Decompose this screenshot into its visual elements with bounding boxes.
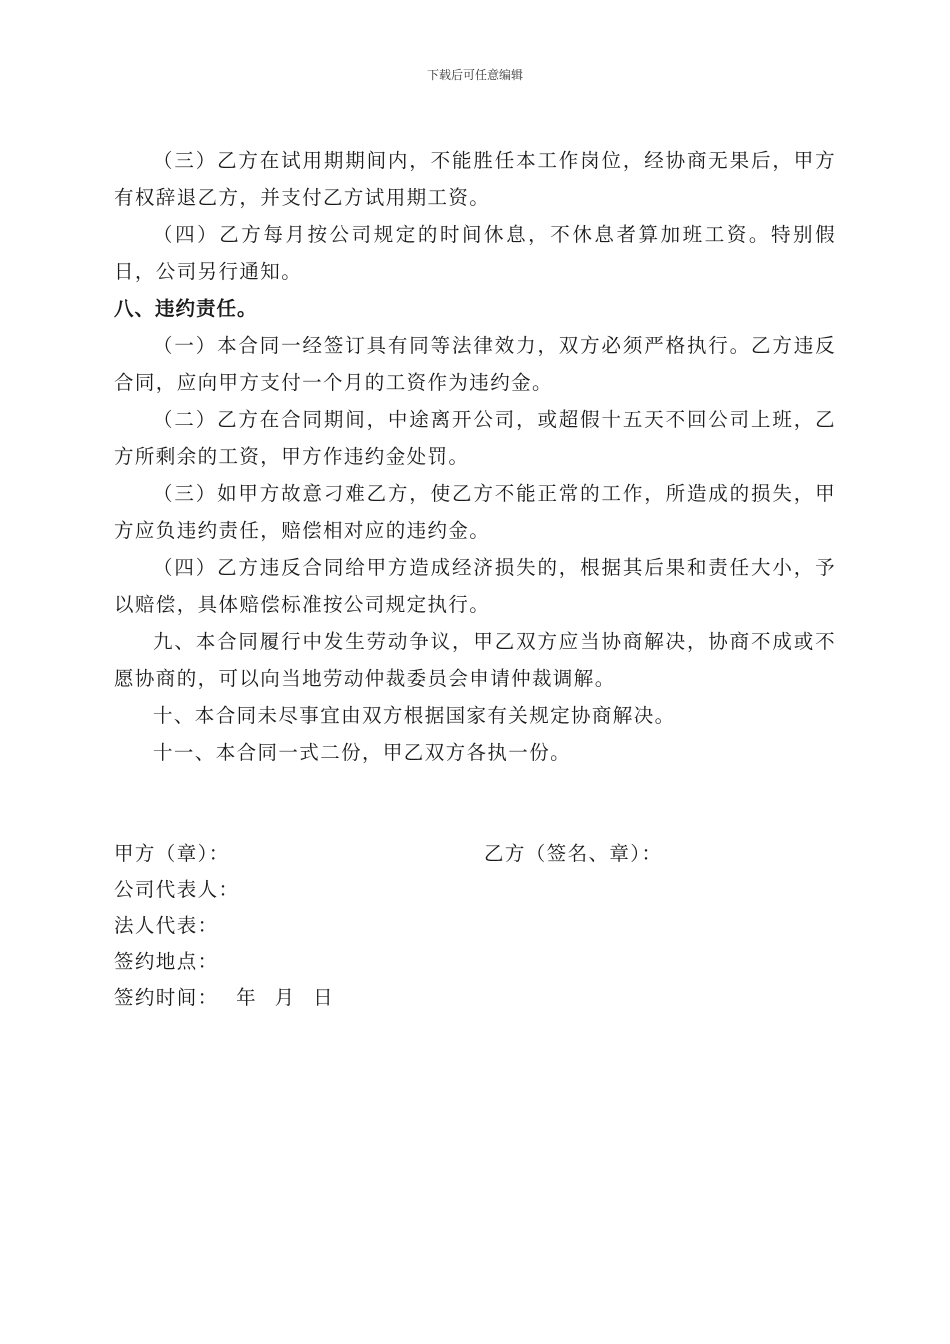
signature-block [114,836,836,1016]
clause-trial-dismissal: （三）乙方在试用期期间内，不能胜任本工作岗位，经协商无果后，甲方有权辞退乙方，并支付乙方试用期工资。 [114,149,836,209]
party-a-label: 甲方（章）： [114,842,230,865]
clause-breach-1: （一）本合同一经签订具有同等法律效力，双方必须严格执行。乙方违反合同，应向甲方支付一个月的工资作为违约金。 [114,334,836,394]
signing-time-row [114,980,836,1016]
company-rep-label: 公司代表人： [114,878,240,901]
year-label: 年 [236,986,258,1009]
clause-dispute: 九、本合同履行中发生劳动争议，甲乙双方应当协商解决，协商不成或不愿协商的，可以向当地劳动仲裁委员会申请仲裁调解。 [114,630,836,690]
signing-time-label: 签约时间： [114,986,219,1009]
place-row [114,944,836,980]
clause-unresolved-matters: 十、本合同未尽事宜由双方根据国家有关规定协商解决。 [153,704,676,727]
clause-breach-3: （三）如甲方故意刁难乙方，使乙方不能正常的工作，所造成的损失，甲方应负违约责任，赔偿相对应的违约金。 [114,482,836,542]
signature-party-row [114,836,836,872]
day-label: 日 [313,986,335,1009]
legal-rep-row [114,908,836,944]
party-b-label: 乙方（签名、章）： [484,842,663,865]
section-heading-breach: 八、违约责任。 [114,297,258,320]
signing-place-label: 签约地点： [114,950,219,973]
contract-body [114,142,836,771]
month-label: 月 [274,986,296,1009]
legal-rep-label: 法人代表： [114,914,219,937]
company-rep-row [114,872,836,908]
clause-copies: 十一、本合同一式二份，甲乙双方各执一份。 [153,741,572,764]
page-header-note: 下载后可任意编辑 [426,68,523,82]
clause-breach-2: （二）乙方在合同期间，中途离开公司，或超假十五天不回公司上班，乙方所剩余的工资，甲方作违约金处罚。 [114,408,836,468]
clause-rest-days: （四）乙方每月按公司规定的时间休息，不休息者算加班工资。特别假日，公司另行通知。 [114,223,836,283]
clause-breach-4: （四）乙方违反合同给甲方造成经济损失的，根据其后果和责任大小，予以赔偿，具体赔偿标准按公司规定执行。 [114,556,836,616]
